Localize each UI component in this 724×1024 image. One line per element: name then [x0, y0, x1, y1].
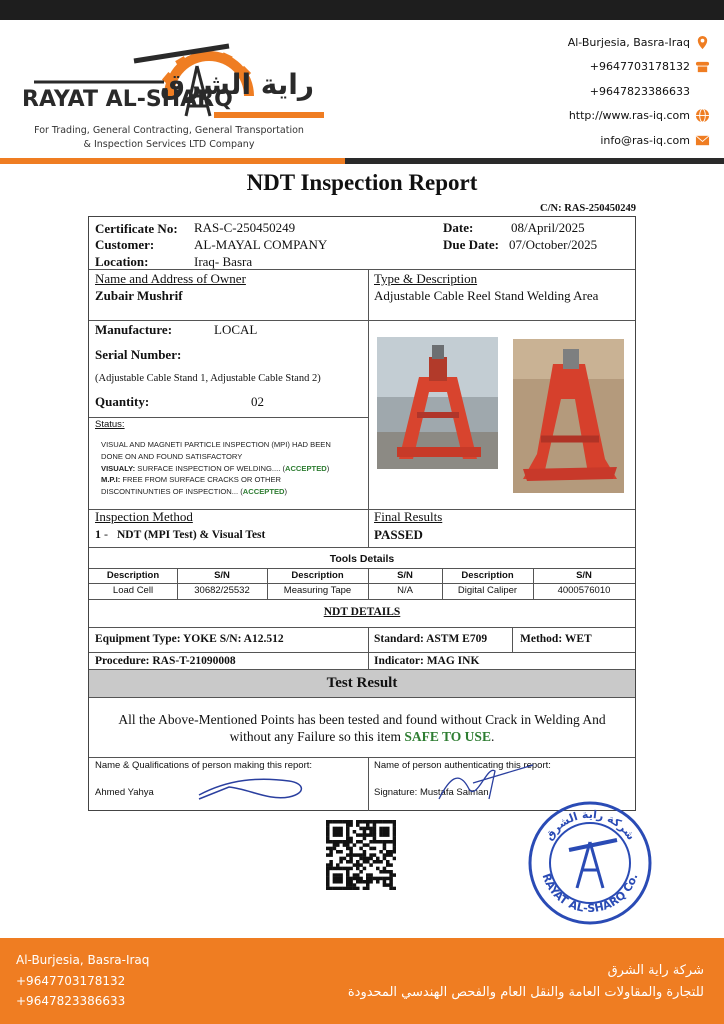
equipment-type: Equipment Type: YOKE S/N: A12.512 [95, 633, 284, 645]
final-value: PASSED [374, 527, 423, 542]
date-value: 08/April/2025 [511, 220, 585, 235]
signature-2 [429, 759, 539, 803]
test-result-text: All the Above-Mentioned Points has been tested and found without Crack in Welding And without any Failure so this item SAFE TO USE. [118, 712, 606, 744]
signature-1 [189, 769, 319, 803]
svg-text:RAYAT AL-SHARQ: RAYAT AL-SHARQ [22, 87, 233, 112]
ndt-details-heading: NDT DETAILS [323, 606, 401, 618]
report-form [88, 216, 636, 811]
cn-number: C/N: RAS-250450249 [540, 203, 636, 214]
tools-data-cell: N/A [397, 585, 413, 596]
due-date-value: 07/October/2025 [509, 237, 598, 252]
location-label: Location: [95, 254, 149, 269]
quantity-value: 02 [251, 394, 264, 409]
footer [0, 938, 724, 1024]
owner-heading: Name and Address of Owner [95, 271, 246, 286]
top-dark-bar [0, 0, 724, 20]
certificate-value: RAS-C-250450249 [194, 220, 296, 235]
envelope-icon [695, 133, 710, 148]
tools-data-cell: Load Cell [112, 585, 154, 596]
footer-contacts: Al-Burjesia, Basra-Iraq +9647703178132 +9647823386633 [16, 953, 150, 1008]
phone-2-text: +9647823386633 [589, 84, 690, 98]
manufacture-value: LOCAL [214, 322, 258, 337]
letterhead [0, 20, 724, 162]
company-logo [14, 26, 334, 122]
tools-header-cell: S/N [397, 570, 413, 581]
footer-arabic: شركة راية الشرق للتجارة والمقاولات العامة والنقل العام والفحص الهندسي المحدودة [347, 963, 704, 1000]
contact-info [568, 30, 710, 153]
method: Method: WET [520, 633, 592, 645]
procedure: Procedure: RAS-T-21090008 [95, 655, 236, 667]
address-text: Al-Burjesia, Basra-Iraq [567, 35, 690, 49]
type-value: Adjustable Cable Reel Stand Welding Area [374, 288, 599, 303]
tools-header-cell: Description [291, 570, 344, 581]
location-value: Iraq- Basra [194, 254, 253, 269]
oil-rig-icon [569, 840, 617, 888]
certificate-row: Certificate No: [95, 221, 178, 236]
quantity-label: Quantity: [95, 394, 150, 409]
tools-header-cell: Description [106, 570, 160, 581]
standard: Standard: ASTM E709 [374, 633, 488, 645]
cable-stand-photo-1 [377, 337, 498, 469]
test-result-heading: Test Result [89, 670, 635, 697]
phone-icon [695, 59, 710, 74]
owner-value: Zubair Mushrif [95, 288, 183, 303]
company-stamp [527, 800, 653, 926]
tools-data-cell: 30682/25532 [194, 585, 250, 596]
tools-data-cell: 4000576010 [557, 585, 611, 596]
cable-stand-photo-2 [513, 339, 624, 493]
qr-code [326, 820, 396, 890]
manufacture-label: Manufacture: [95, 322, 173, 337]
serial-value: (Adjustable Cable Stand 1, Adjustable Cable Stand 2) [95, 373, 321, 384]
svg-text:شركة راية الشرق: شركة راية الشرق [542, 807, 638, 843]
final-heading: Final Results [374, 509, 443, 524]
tools-data-cell: Measuring Tape [283, 585, 352, 596]
status-text: VISUAL AND MAGNETI PARTICLE INSPECTION (MPI) HAD BEEN DONE ON AND FOUND SATISFACTORY VISUALY: SURFACE INSPECTION OF WELDING.... (ACCEPTED) M.P.I: FREE FROM SURFACE CRACKS OR OTHER DISCONTINUNTIES OF INSPECTION... (ACCEPTED) [101, 440, 331, 497]
indicator: Indicator: MAG INK [374, 655, 480, 667]
tools-header-cell: S/N [214, 570, 230, 581]
email-link[interactable]: info@ras-iq.com [600, 133, 690, 147]
auth-name: Signature: Mustafa Salman [374, 787, 489, 798]
report-title: NDT Inspection Report [246, 170, 478, 195]
company-tagline: For Trading, General Contracting, General Transportation & Inspection Services LTD Company [34, 125, 304, 150]
svg-text:راية الشرق: راية الشرق [159, 68, 314, 101]
globe-icon [695, 108, 710, 123]
prepared-by-label: Name & Qualifications of person making this report: [95, 760, 313, 771]
due-date-label: Due Date: [443, 237, 499, 252]
serial-label: Serial Number: [95, 347, 182, 362]
method-value: 1 - NDT (MPI Test) & Visual Test [95, 527, 266, 541]
svg-text:RAYAT AL-SHARQ Co.: RAYAT AL-SHARQ Co. [539, 871, 641, 916]
tools-header-cell: S/N [576, 570, 592, 581]
header-divider [0, 158, 724, 164]
tools-heading: Tools Details [329, 553, 395, 565]
customer-label: Customer: [95, 237, 155, 252]
method-heading: Inspection Method [95, 509, 193, 524]
auth-label: Name of person authenticating this report: [374, 760, 551, 771]
location-pin-icon [695, 35, 710, 50]
prepared-by-name: Ahmed Yahya [95, 787, 154, 798]
website-link[interactable]: http://www.ras-iq.com [568, 109, 690, 123]
date-label: Date: [443, 220, 474, 235]
customer-value: AL-MAYAL COMPANY [194, 237, 328, 252]
phone-1-text: +9647703178132 [589, 60, 690, 74]
tools-header-cell: Description [461, 570, 514, 581]
type-heading: Type & Description [374, 271, 478, 286]
status-heading: Status: [95, 419, 125, 430]
tools-data-cell: Digital Caliper [457, 585, 518, 596]
